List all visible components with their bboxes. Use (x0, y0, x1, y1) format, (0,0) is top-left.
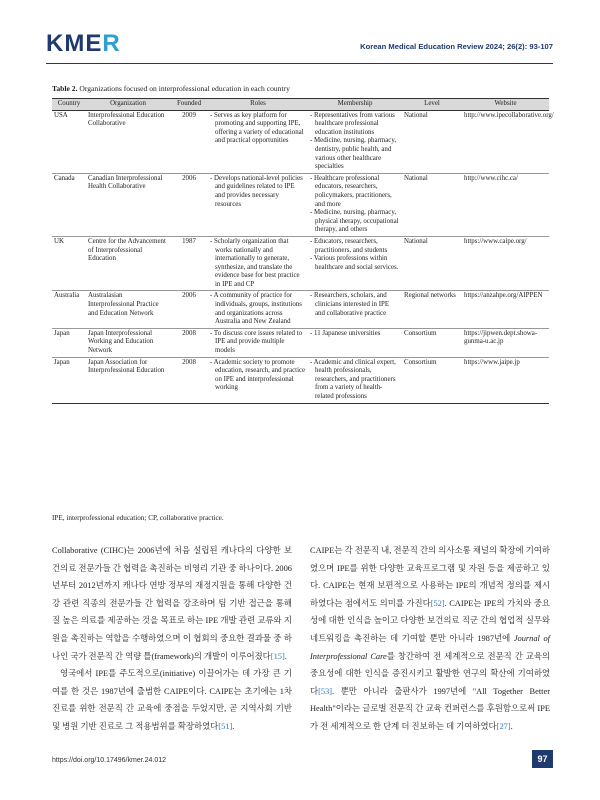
organizations-table (52, 98, 554, 404)
journal-citation: Korean Medical Education Review 2024; 26(2): 93-107 (360, 42, 553, 51)
role-item: - Scholarly organization that works nationally and internationally to generate, synthesize, and translate the evidence base for best practice in IPE and CP (210, 238, 306, 290)
founded-cell: 2009 (170, 110, 208, 173)
column-header: Country (52, 99, 86, 111)
country-cell: Australia (52, 291, 86, 328)
role-item: - To discuss core issues related to IPE and provide multiple models (210, 330, 306, 356)
founded-cell: 2006 (170, 173, 208, 236)
table-row (52, 357, 549, 403)
body-paragraph: Collaborative (CIHC)는 2006년에 처음 설립된 캐나다의 다양한 보건의료 전문가들 간 협력을 촉진하는 비영리 기관 중 하나이다. 2006년부터 2012년까지 캐나다 연방 정부의 재정지원을 통해 다양한 건강 관련 직종의 전문가들 간 협력을 강조하며 팀 기반 접근을 통해 질 높은 의료를 제공하는 것을 목표로 하는 IPE 개발 관련 교류와 지원을 촉진하는 역할을 수행하였으며 이 협회의 중요한 결과물 중 하나인 국가 전문직 간 역량 틀(framework)의 개발이 이루어졌다[15]. (52, 546, 292, 661)
column-header: Membership (308, 99, 402, 111)
level-cell: Consortium (402, 328, 462, 357)
table-caption: Table 2. Organizations focused on interprofessional education in each country (52, 84, 290, 93)
table-row (52, 110, 549, 173)
country-cell: UK (52, 236, 86, 291)
membership-item: - Medicine, nursing, pharmacy, physical therapy, occupational therapy, and others (310, 209, 400, 235)
website-cell[interactable]: https://www.caipe.org/ (462, 236, 549, 291)
roles-cell (208, 110, 308, 173)
citation-link[interactable]: [52] (430, 598, 445, 608)
membership-item: - Healthcare professional educators, researchers, policymakers, practitioners, and more (310, 175, 400, 209)
website-cell[interactable]: https://www.jaipe.jp (462, 357, 549, 403)
citation-link[interactable]: [27] (496, 721, 511, 731)
country-cell: USA (52, 110, 86, 173)
organization-cell: Australasian Interprofessional Practice and Education Network (86, 291, 170, 328)
table-header-row (52, 99, 549, 111)
level-cell: National (402, 173, 462, 236)
organization-cell: Canadian Interprofessional Health Collaborative (86, 173, 170, 236)
level-cell: Regional networks (402, 291, 462, 328)
header-divider (46, 63, 553, 64)
role-item: - A community of practice for individuals, groups, institutions and organizations across Australia and New Zealand (210, 292, 306, 326)
membership-item: - Academic and clinical expert, health professionals, researchers, and practitioners from a variety of health-related professions (310, 359, 400, 402)
country-cell: Japan (52, 357, 86, 403)
founded-cell: 2008 (170, 328, 208, 357)
membership-cell (308, 291, 402, 328)
website-cell[interactable]: https://jipwen.dept.showa-gunma-u.ac.jp (462, 328, 549, 357)
column-header: Level (402, 99, 462, 111)
body-column-left (52, 542, 292, 736)
journal-title: Journal of Interprofessional Care (310, 633, 550, 661)
role-item: - Serves as key platform for promoting and supporting IPE, offering a variety of educational and practical opportunities (210, 112, 306, 146)
country-cell: Canada (52, 173, 86, 236)
website-cell[interactable]: http://www.ipecollaborative.org/ (462, 110, 549, 173)
column-header: Roles (208, 99, 308, 111)
membership-item: - Various professions within healthcare and social services. (310, 255, 400, 272)
role-item: - Develops national-level policies and guidelines related to IPE and provides necessary resources (210, 175, 306, 209)
citation-link[interactable]: [15] (270, 651, 285, 661)
founded-cell: 2006 (170, 291, 208, 328)
organization-cell: Interprofessional Education Collaborative (86, 110, 170, 173)
membership-cell (308, 173, 402, 236)
website-cell[interactable]: http://www.cihc.ca/ (462, 173, 549, 236)
journal-logo: KMER (46, 30, 121, 57)
membership-item: - Medicine, nursing, pharmacy, dentistry, public health, and various other healthcare specialties (310, 137, 400, 171)
website-cell[interactable]: https://anzahpe.org/AIPPEN (462, 291, 549, 328)
membership-item: - Researchers, scholars, and clinicians interested in IPE and collaborative practice (310, 292, 400, 318)
founded-cell: 2008 (170, 357, 208, 403)
membership-cell (308, 328, 402, 357)
roles-cell (208, 291, 308, 328)
founded-cell: 1987 (170, 236, 208, 291)
body-column-right (310, 542, 550, 736)
citation-link[interactable]: [53] (318, 686, 333, 696)
roles-cell (208, 357, 308, 403)
membership-item: - Representatives from various healthcare professional education institutions (310, 112, 400, 138)
organization-cell: Japan Interprofessional Working and Education Network (86, 328, 170, 357)
column-header: Organization (86, 99, 170, 111)
membership-item: - 11 Japanese universities (310, 330, 400, 339)
body-paragraph: CAIPE는 각 전문직 내, 전문직 간의 의사소통 채널의 확장에 기여하였으며 IPE를 위한 다양한 교육프로그램 및 자원 등을 제공하고 있다. CAIPE는 현재 보편적으로 사용하는 IPE의 개념적 정의를 제시하였다는 점에서도 의미를 가진다[52]. CAIPE는 IPE의 가치와 중요성에 대한 인식을 높이고 다양한 보건의료 직군 간의 협업적 실무와 네트워킹을 촉진하는 데 기여할 뿐만 아니라 1987년에 Journal of Interprofessional Care를 창간하여 전 세계적으로 전문직 간 교육의 중요성에 대한 인식을 증진시키고 활발한 연구의 확산에 기여하였다[53]. 뿐만 아니라 출판사가 1997년에 "All Together Better Health"이라는 글로벌 전문직 간 교육 컨퍼런스를 후원함으로써 IPE가 전 세계적으로 한 단계 더 진보하는 데 기여하였다[27]. (310, 546, 551, 731)
membership-cell (308, 236, 402, 291)
table-row (52, 236, 549, 291)
roles-cell (208, 328, 308, 357)
table-row (52, 291, 549, 328)
table-row (52, 173, 549, 236)
column-header: Founded (170, 99, 208, 111)
table-footnote: IPE, interprofessional education; CP, collaborative practice. (52, 514, 224, 522)
column-header: Website (462, 99, 549, 111)
country-cell: Japan (52, 328, 86, 357)
membership-item: - Educators, researchers, practitioners, and students (310, 238, 400, 255)
table-row (52, 328, 549, 357)
level-cell: National (402, 236, 462, 291)
body-paragraph: 영국에서 IPE를 주도적으로(initiative) 이끌어가는 데 가장 큰 기여를 한 것은 1987년에 출범한 CAIPE이다. CAIPE는 초기에는 1차 진료를 위한 전문직 간 교육에 중점을 두었지만, 곧 지역사회 기반 및 병원 기반 진료로 그 적용범위를 확장하였다[51]. (52, 669, 292, 731)
doi-link[interactable]: https://doi.org/10.17496/kmer.24.012 (52, 757, 167, 764)
level-cell: National (402, 110, 462, 173)
membership-cell (308, 357, 402, 403)
roles-cell (208, 236, 308, 291)
citation-link[interactable]: [51] (218, 721, 233, 731)
membership-cell (308, 110, 402, 173)
page-number: 97 (532, 750, 553, 768)
organization-cell: Japan Association for Interprofessional Education (86, 357, 170, 403)
role-item: - Academic society to promote education, research, and practice on IPE and interprofessional working (210, 359, 306, 393)
level-cell: Consortium (402, 357, 462, 403)
organization-cell: Centre for the Advancement of Interprofessional Education (86, 236, 170, 291)
roles-cell (208, 173, 308, 236)
